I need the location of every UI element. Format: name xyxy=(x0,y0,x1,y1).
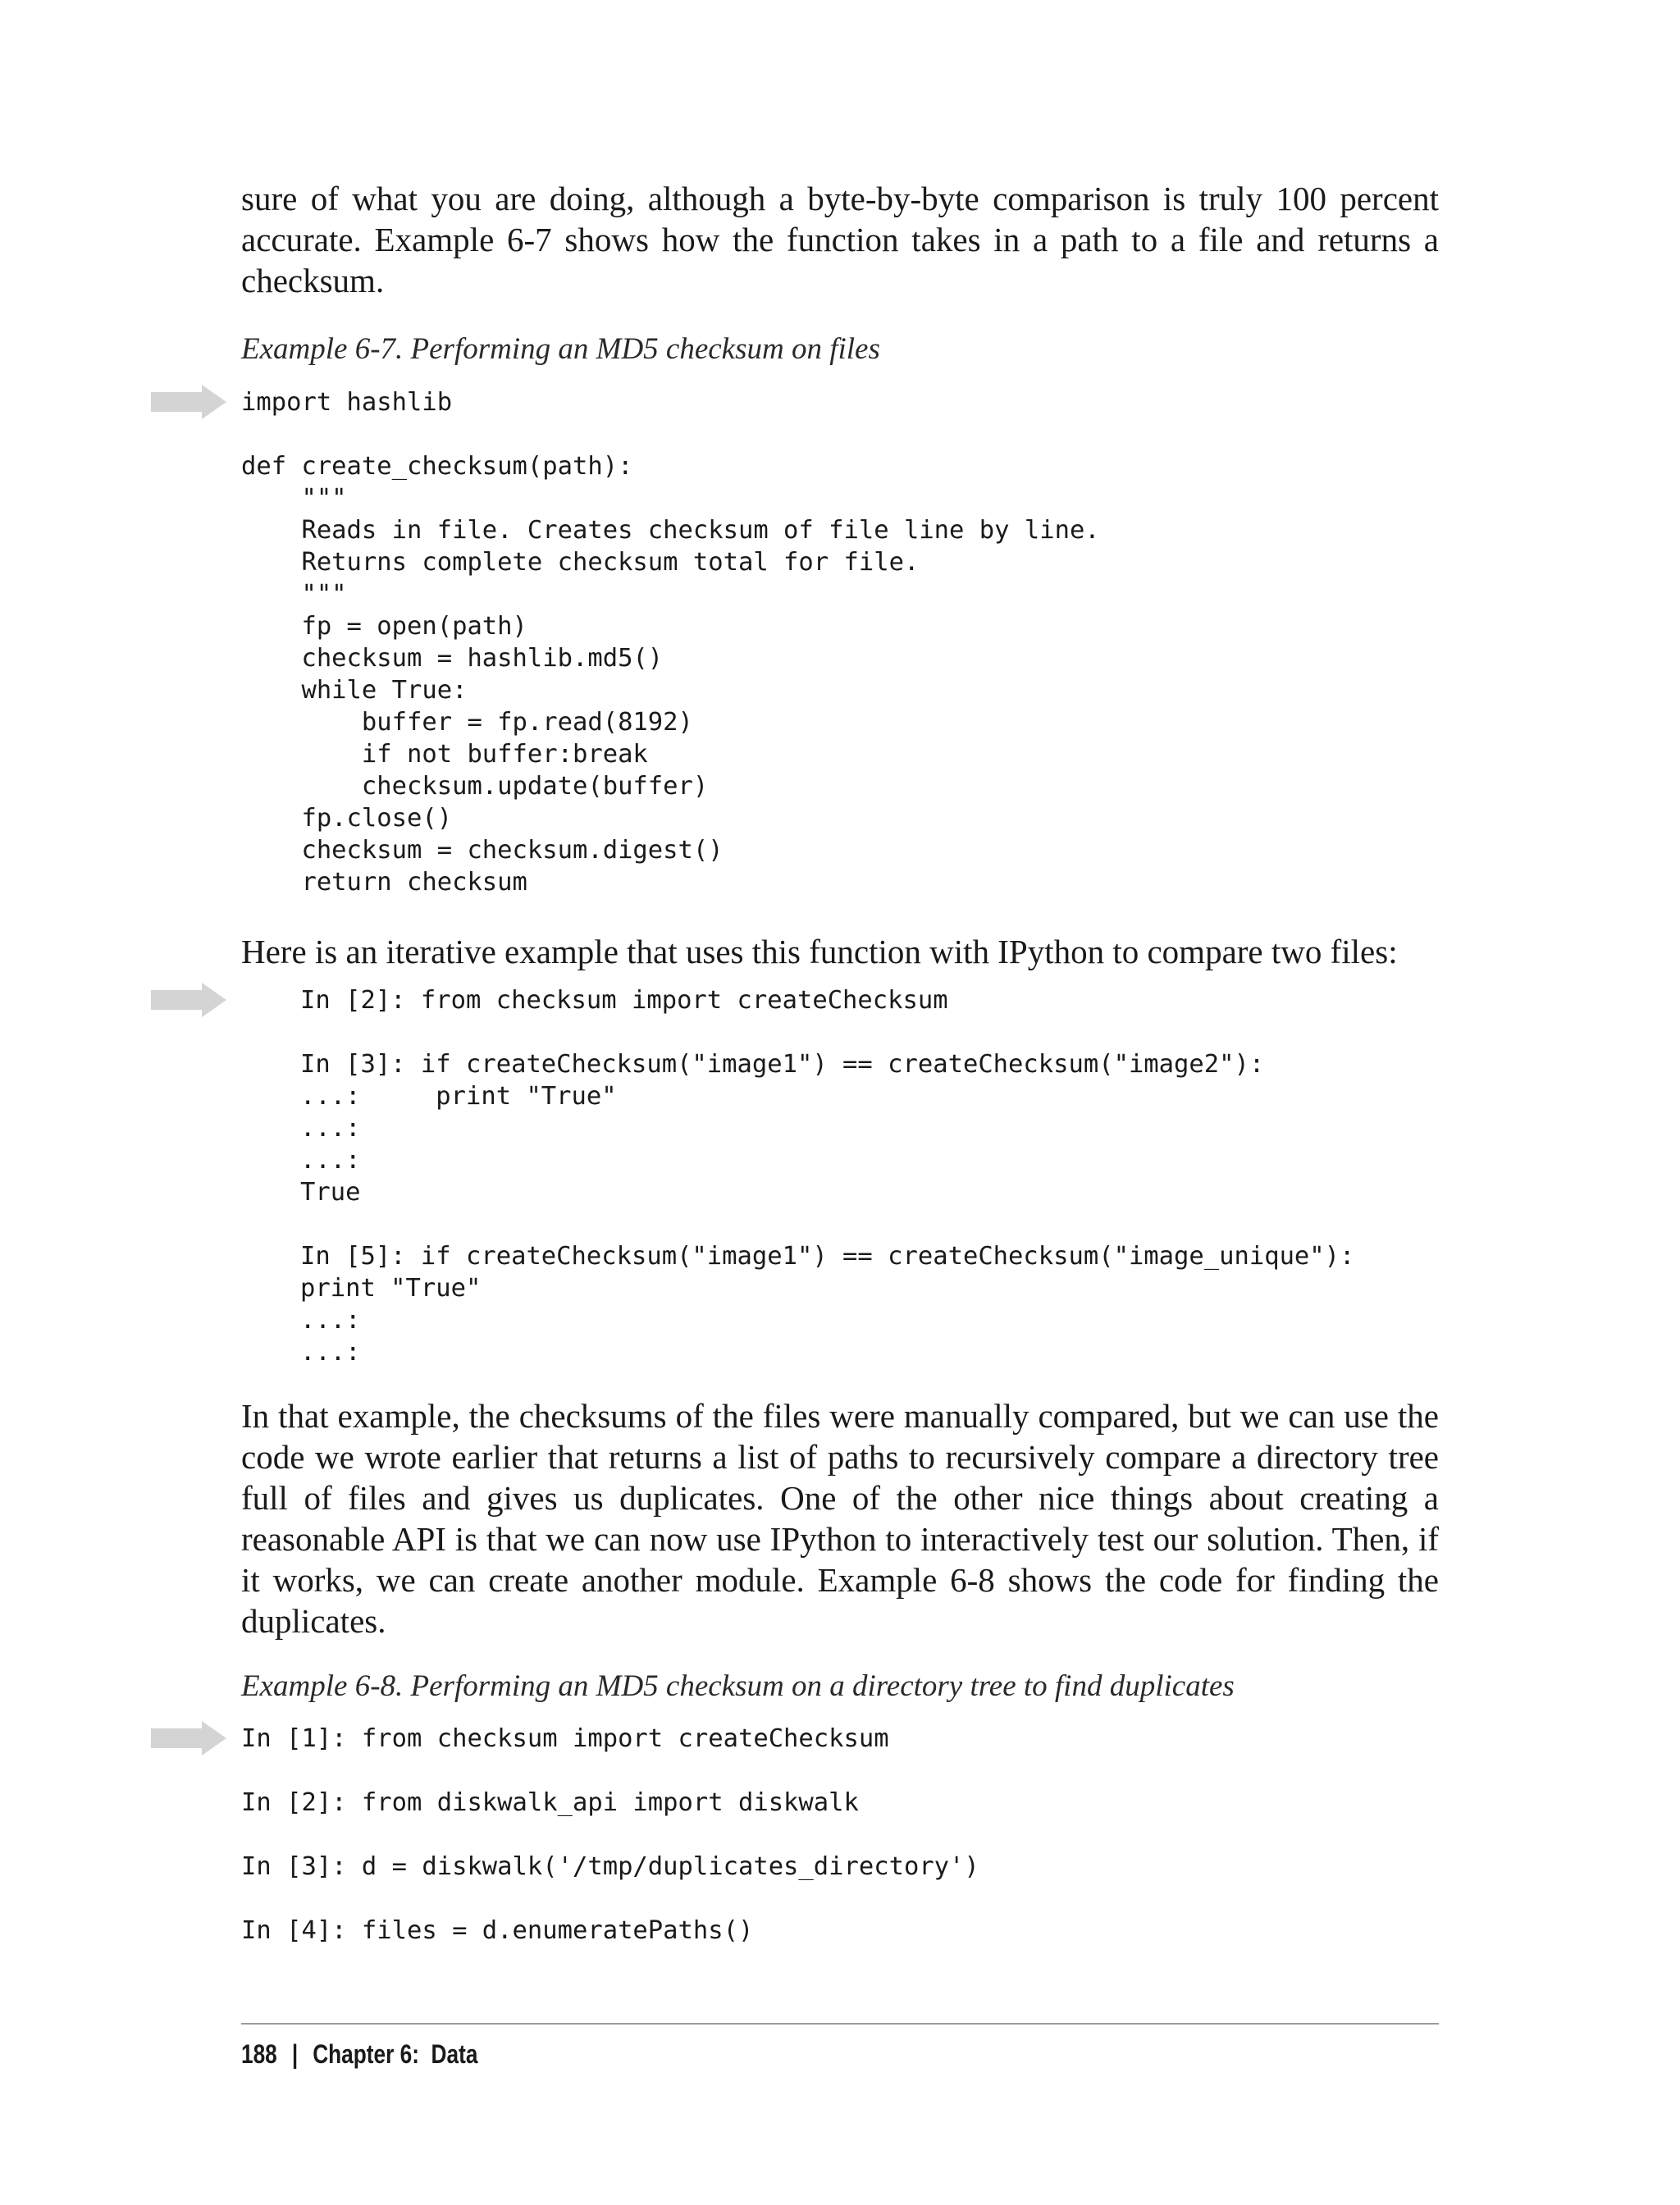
example-6-8-code xyxy=(241,1723,979,1947)
code-line: buffer = fp.read(8192) xyxy=(241,708,693,737)
example-6-7-code xyxy=(241,386,1100,898)
manual-comparison-paragraph: In that example, the checksums of the files were manually compared, but we can use the code we wrote earlier that returns a list of paths to recursively compare a directory tree full of files and gives us duplicates. One of the other nice things about creating a reasonable API is that we can now use IPython to interactively test our solution. Then, if it works, we can create another module. Example 6-8 shows the code for finding the duplicates. xyxy=(241,1397,1439,1640)
code-line: True xyxy=(300,1178,361,1207)
code-line: ...: xyxy=(300,1306,361,1335)
code-line: fp = open(path) xyxy=(241,612,527,641)
code-line xyxy=(241,1819,979,1851)
code-line: ...: print "True" xyxy=(300,1082,617,1111)
footer-rule xyxy=(241,2023,1439,2025)
arrow-marker-icon xyxy=(151,385,226,419)
code-line xyxy=(241,1883,979,1915)
code-line: In [2]: from diskwalk_api import diskwalk xyxy=(241,1788,859,1817)
code-line: checksum.update(buffer) xyxy=(241,772,709,801)
example-6-7-caption: Example 6-7. Performing an MD5 checksum on files xyxy=(241,332,880,366)
code-line xyxy=(300,1208,1354,1240)
code-line: In [1]: from checksum import createChecksum xyxy=(241,1724,889,1753)
code-line: """ xyxy=(241,484,347,513)
chapter-title: Chapter 6: Data xyxy=(313,2039,478,2069)
code-line: In [5]: if createChecksum("image1") == createChecksum("image_unique"): xyxy=(300,1242,1355,1271)
code-line: In [3]: if createChecksum("image1") == createChecksum("image2"): xyxy=(300,1050,1265,1079)
code-line: if not buffer:break xyxy=(241,740,648,769)
example-6-8-caption: Example 6-8. Performing an MD5 checksum on a directory tree to find duplicates xyxy=(241,1669,1235,1703)
code-line: ...: xyxy=(300,1338,361,1367)
code-line: def create_checksum(path): xyxy=(241,452,633,481)
code-line xyxy=(300,1016,1354,1048)
code-line: In [4]: files = d.enumeratePaths() xyxy=(241,1916,754,1945)
code-line: return checksum xyxy=(241,868,527,897)
code-line xyxy=(241,418,1100,450)
code-line xyxy=(241,1755,979,1787)
code-line: ...: xyxy=(300,1114,361,1143)
ipython-session-code xyxy=(300,984,1354,1368)
arrow-marker-icon xyxy=(151,983,226,1017)
code-line: print "True" xyxy=(300,1274,482,1303)
code-line: checksum = hashlib.md5() xyxy=(241,644,664,673)
iterative-paragraph: Here is an iterative example that uses this function with IPython to compare two files: xyxy=(241,933,1398,970)
code-line: fp.close() xyxy=(241,804,453,833)
arrow-marker-icon xyxy=(151,1721,226,1755)
code-line: In [3]: d = diskwalk('/tmp/duplicates_directory') xyxy=(241,1852,979,1881)
code-line: In [2]: from checksum import createChecksum xyxy=(300,986,948,1015)
page-footer xyxy=(241,2031,477,2077)
footer-separator: | xyxy=(291,2039,299,2069)
code-line: import hashlib xyxy=(241,388,453,417)
intro-paragraph: sure of what you are doing, although a byte-by-byte comparison is truly 100 percent accurate. Example 6-7 shows how the function takes in a path to a file and returns a checksum. xyxy=(241,180,1439,299)
page-number: 188 xyxy=(241,2039,277,2069)
code-line: """ xyxy=(241,580,347,609)
code-line: checksum = checksum.digest() xyxy=(241,836,724,865)
code-line: while True: xyxy=(241,676,468,705)
code-line: Reads in file. Creates checksum of file line by line. xyxy=(241,516,1100,545)
code-line: Returns complete checksum total for file. xyxy=(241,548,920,577)
code-line: ...: xyxy=(300,1146,361,1175)
